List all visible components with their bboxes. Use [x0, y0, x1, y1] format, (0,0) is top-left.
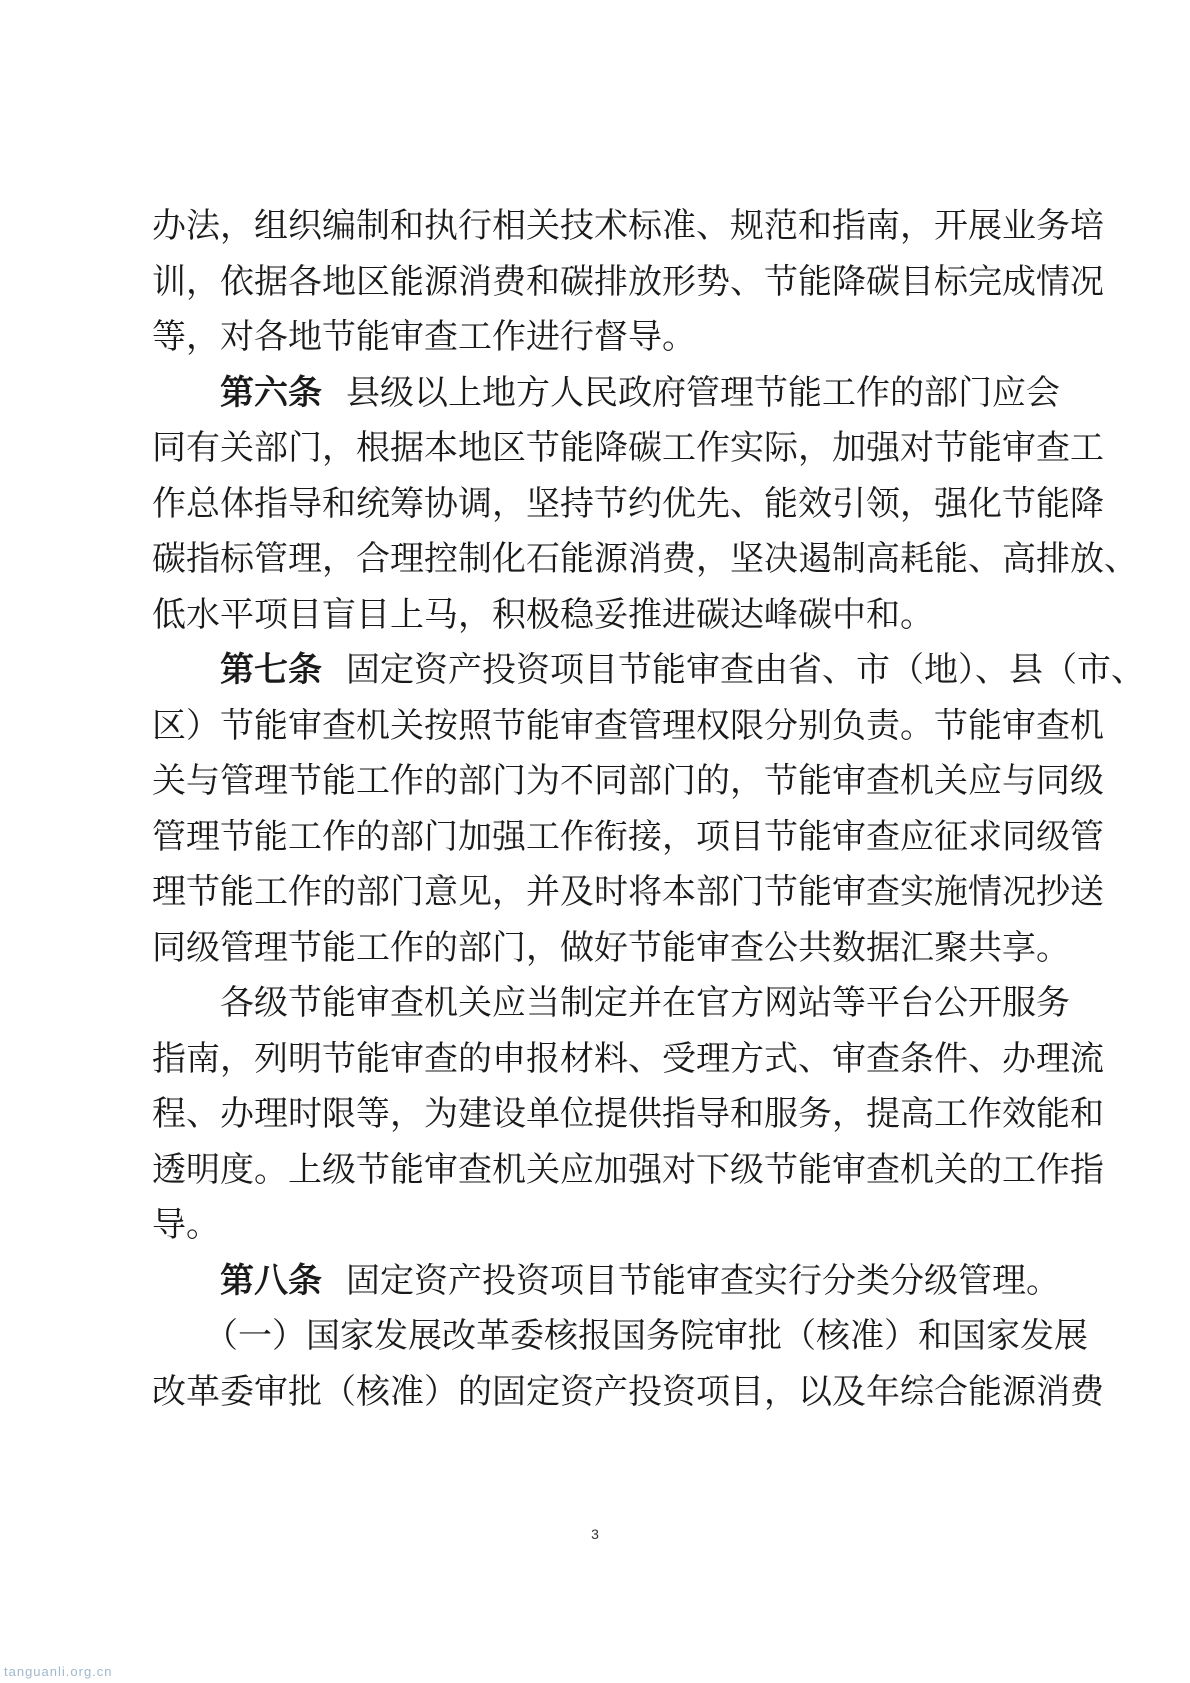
paragraph-line: 透明度。上级节能审查机关应加强对下级节能审查机关的工作指 [152, 1150, 1104, 1190]
page-number: 3 [591, 1526, 599, 1542]
article-7-label: 第七条 [220, 650, 322, 690]
paragraph-line-indented: （一）国家发展改革委核报国务院审批（核准）和国家发展 [204, 1316, 1088, 1356]
article-6-first-line [152, 373, 1060, 413]
paragraph-text: 固定资产投资项目节能审查由省、市（地）、县（市、 [346, 650, 1145, 690]
paragraph-line: 同有关部门，根据本地区节能降碳工作实际，加强对节能审查工 [152, 428, 1104, 468]
paragraph-line: 训，依据各地区能源消费和碳排放形势、节能降碳目标完成情况 [152, 262, 1104, 302]
paragraph-text: 县级以上地方人民政府管理节能工作的部门应会 [346, 373, 1060, 413]
article-8-label: 第八条 [220, 1261, 322, 1301]
paragraph-line: 同级管理节能工作的部门，做好节能审查公共数据汇聚共享。 [152, 928, 1070, 968]
article-8-first-line [152, 1261, 1060, 1301]
paragraph-line: 区）节能审查机关按照节能审查管理权限分别负责。节能审查机 [152, 706, 1104, 746]
paragraph-line: 低水平项目盲目上马，积极稳妥推进碳达峰碳中和。 [152, 595, 934, 635]
paragraph-text: 固定资产投资项目节能审查实行分类分级管理。 [346, 1261, 1060, 1301]
watermark: tanguanli.org.cn [4, 1664, 113, 1679]
paragraph-line: 管理节能工作的部门加强工作衔接，项目节能审查应征求同级管 [152, 817, 1104, 857]
article-6-label: 第六条 [220, 373, 322, 413]
paragraph-line: 导。 [152, 1205, 220, 1245]
paragraph-line: 等，对各地节能审查工作进行督导。 [152, 317, 696, 357]
article-7-first-line [152, 650, 1145, 690]
paragraph-line: 理节能工作的部门意见，并及时将本部门节能审查实施情况抄送 [152, 872, 1104, 912]
paragraph-line: 程、办理时限等，为建设单位提供指导和服务，提高工作效能和 [152, 1094, 1104, 1134]
paragraph-line: 碳指标管理，合理控制化石能源消费，坚决遏制高耗能、高排放、 [152, 539, 1138, 579]
paragraph-line: 作总体指导和统筹协调，坚持节约优先、能效引领，强化节能降 [152, 484, 1104, 524]
paragraph-line: 指南，列明节能审查的申报材料、受理方式、审查条件、办理流 [152, 1039, 1104, 1079]
paragraph-line: 关与管理节能工作的部门为不同部门的，节能审查机关应与同级 [152, 761, 1104, 801]
paragraph-line: 改革委审批（核准）的固定资产投资项目，以及年综合能源消费 [152, 1372, 1104, 1412]
paragraph-line: 办法，组织编制和执行相关技术标准、规范和指南，开展业务培 [152, 206, 1104, 246]
paragraph-line-indented: 各级节能审查机关应当制定并在官方网站等平台公开服务 [220, 983, 1070, 1023]
